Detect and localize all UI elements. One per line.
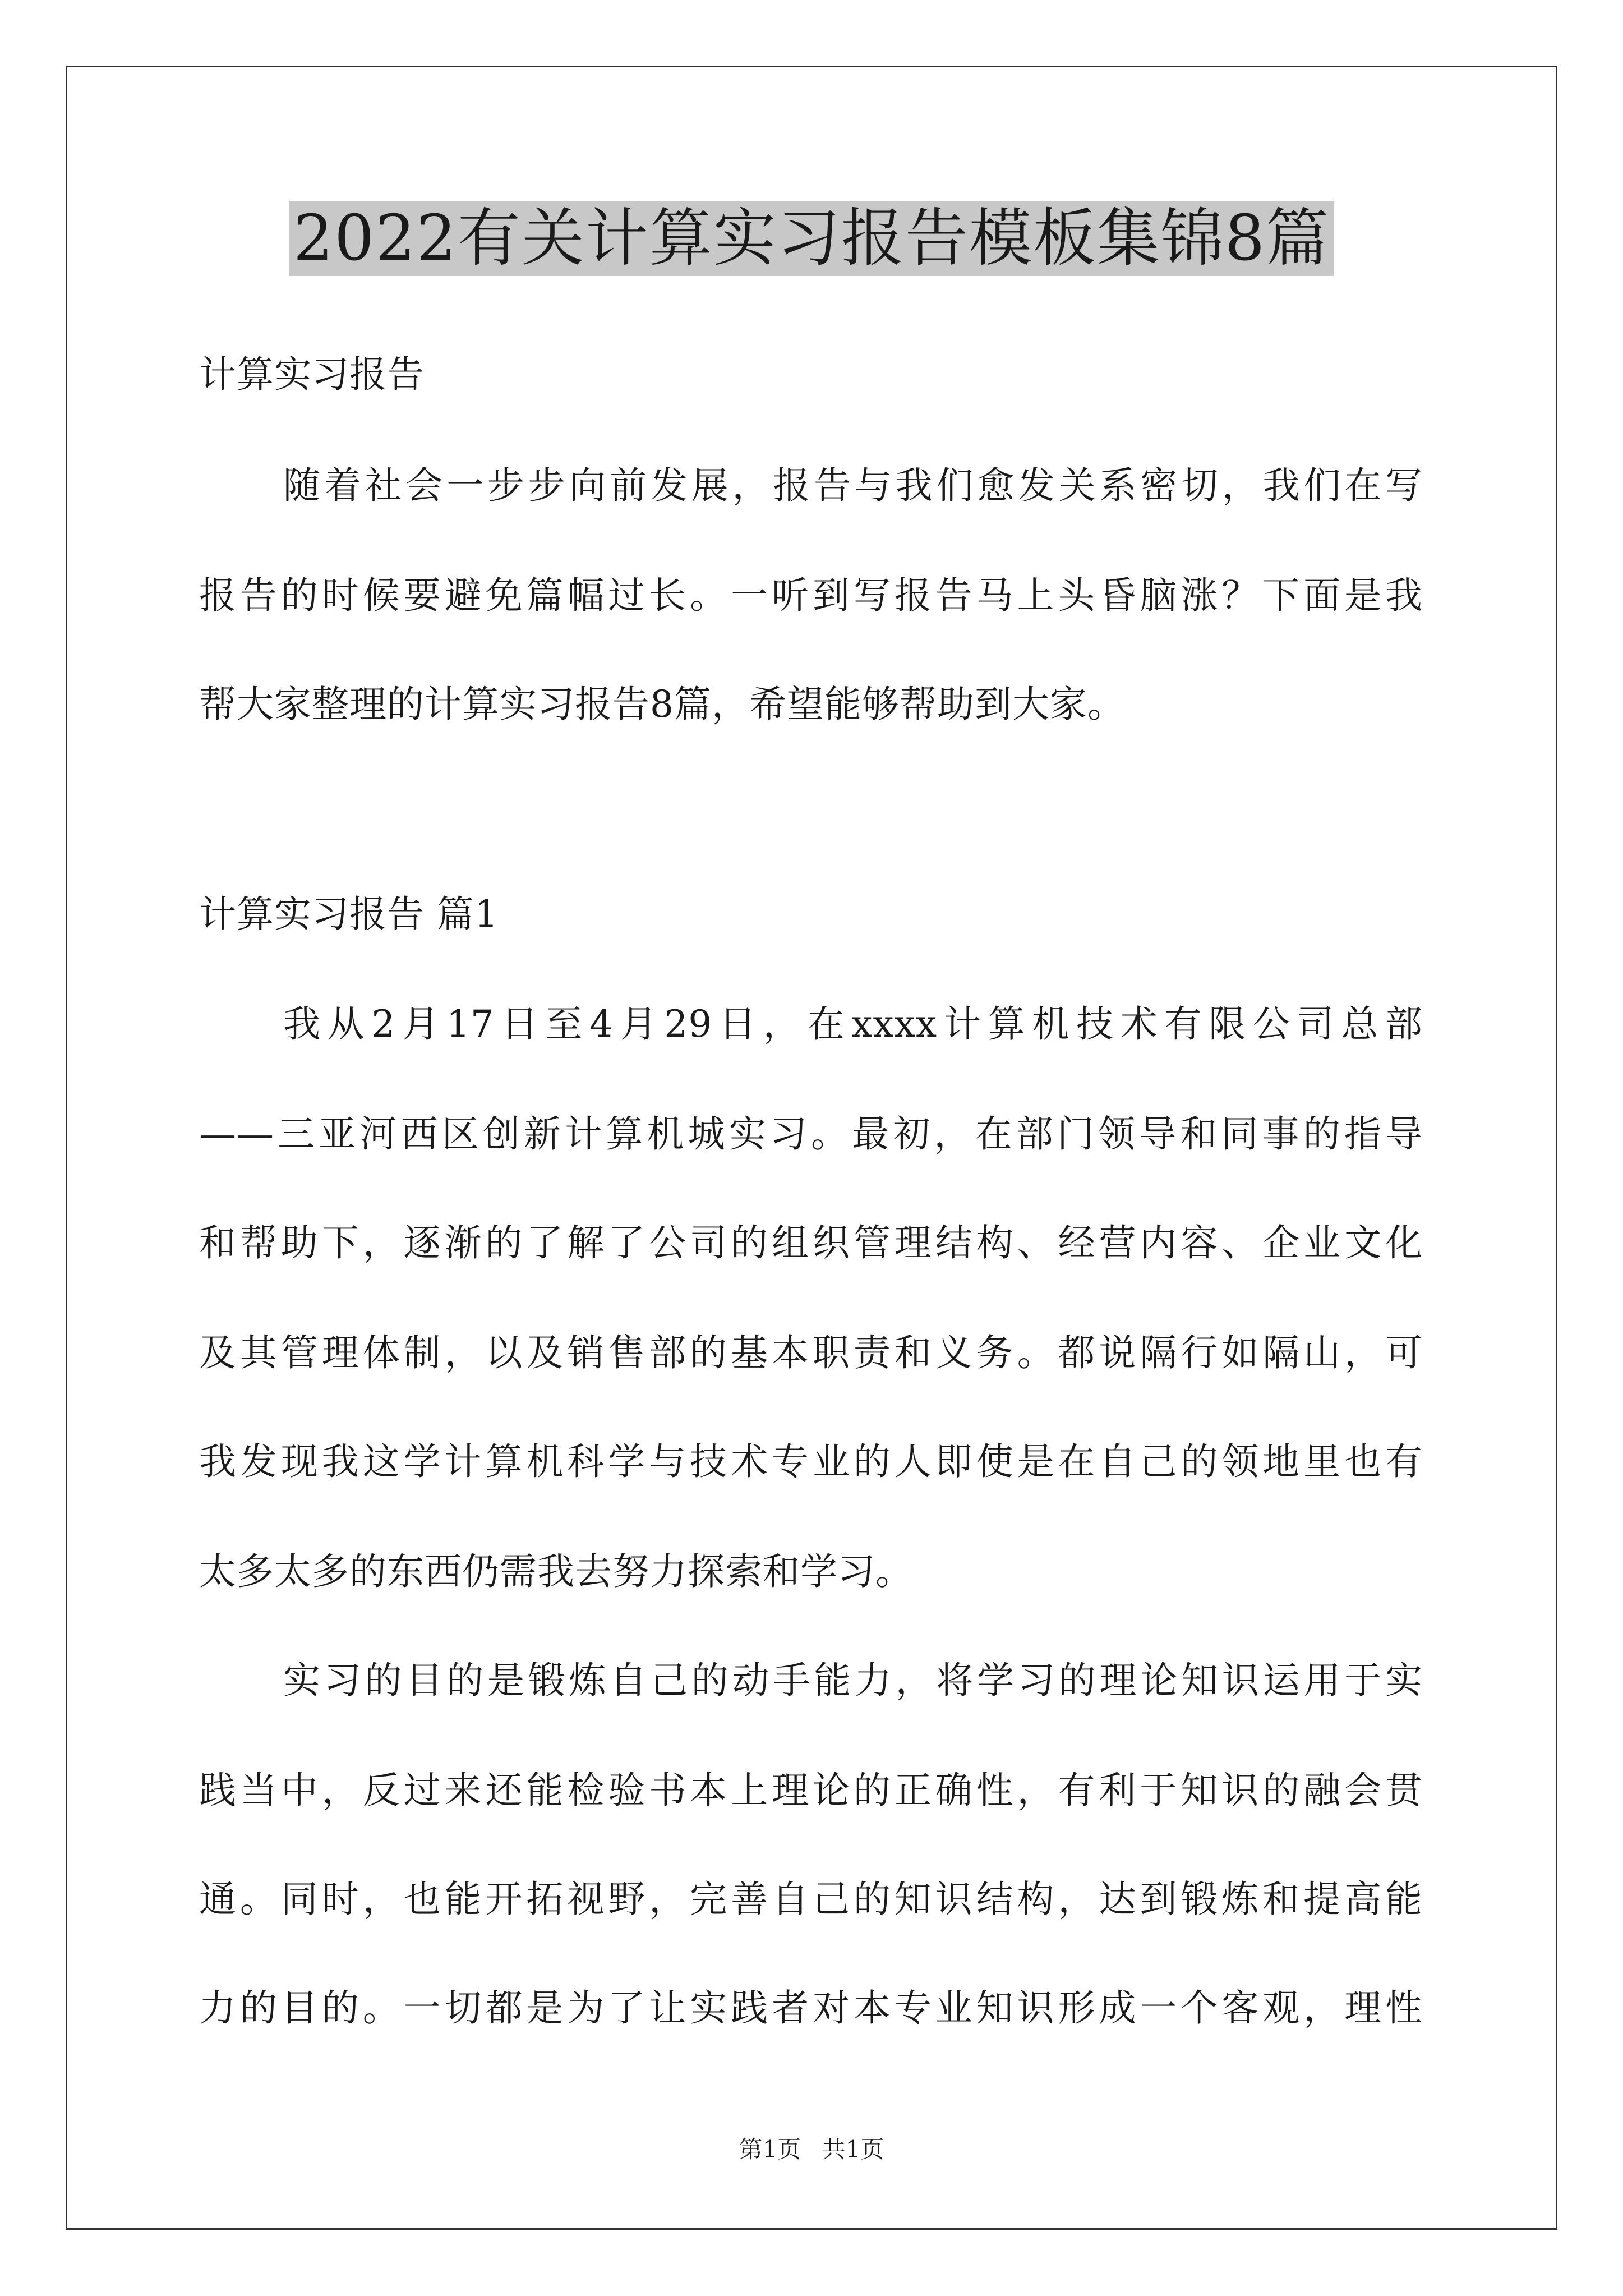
- para1-line-1: 我从2月17日至4月29日，在xxxx计算机技术有限公司总部: [283, 1002, 1423, 1046]
- article-heading: 计算实习报告 篇1: [199, 892, 499, 936]
- section-heading: 计算实习报告: [199, 353, 425, 396]
- intro-line-1: 随着社会一步步向前发展，报告与我们愈发关系密切，我们在写: [283, 464, 1423, 507]
- para2-line-3: 通。同时，也能开拓视野，完善自己的知识结构，达到锻炼和提高能: [199, 1878, 1423, 1921]
- document-title: 2022有关计算实习报告模板集锦8篇: [289, 201, 1334, 276]
- page-number: 第1页: [739, 2136, 801, 2163]
- para1-line-6: 太多太多的东西仍需我去努力探索和学习。: [199, 1550, 913, 1593]
- intro-line-3: 帮大家整理的计算实习报告8篇，希望能够帮助到大家。: [199, 683, 1125, 726]
- title-container: [0, 201, 1623, 276]
- para1-line-2: ——三亚河西区创新计算机城实习。最初，在部门领导和同事的指导: [199, 1112, 1423, 1156]
- para2-line-2: 践当中，反过来还能检验书本上理论的正确性，有利于知识的融会贯: [199, 1769, 1423, 1812]
- intro-line-2: 报告的时候要避免篇幅过长。一听到写报告马上头昏脑涨？下面是我: [199, 574, 1423, 617]
- para1-line-3: 和帮助下，逐渐的了解了公司的组织管理结构、经营内容、企业文化: [199, 1221, 1423, 1264]
- para2-line-1: 实习的目的是锻炼自己的动手能力，将学习的理论知识运用于实: [283, 1659, 1423, 1702]
- para1-line-4: 及其管理体制，以及销售部的基本职责和义务。都说隔行如隔山，可: [199, 1331, 1423, 1374]
- para2-line-4: 力的目的。一切都是为了让实践者对本专业知识形成一个客观，理性: [199, 1986, 1423, 2030]
- page-footer: [0, 2135, 1623, 2164]
- para1-line-5: 我发现我这学计算机科学与技术专业的人即使是在自己的领地里也有: [199, 1440, 1423, 1483]
- page-total: 共1页: [822, 2136, 884, 2163]
